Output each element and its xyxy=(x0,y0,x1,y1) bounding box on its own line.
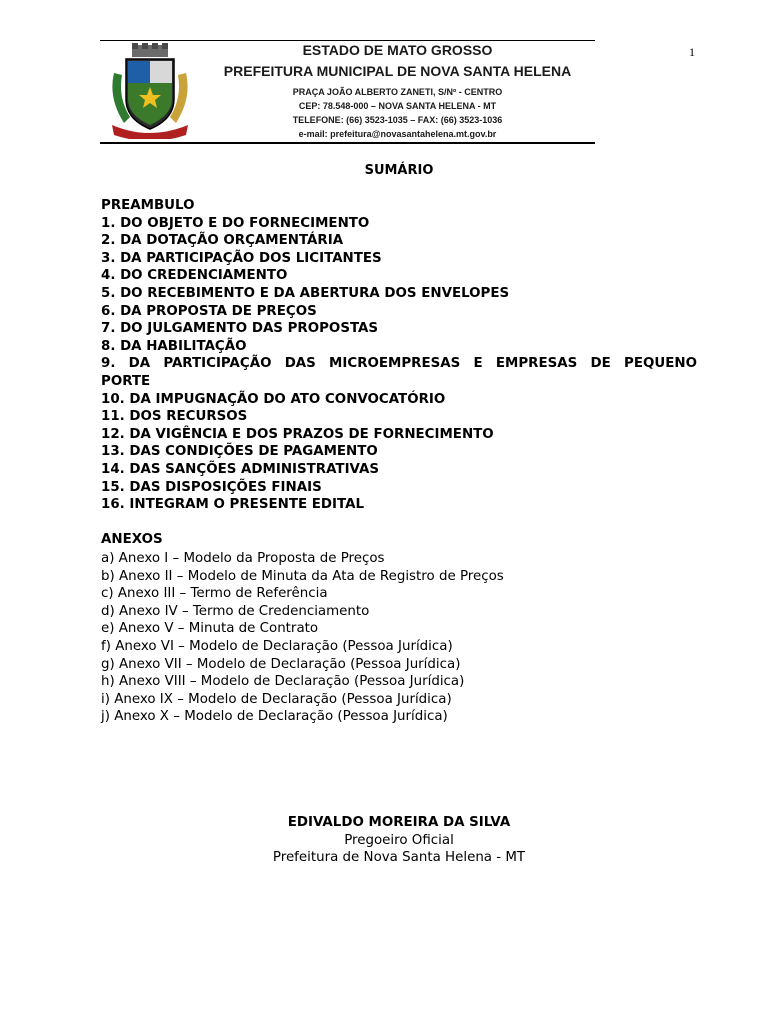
toc-item: 14. DAS SANÇÕES ADMINISTRATIVAS xyxy=(101,461,380,477)
annex-item: a) Anexo I – Modelo da Proposta de Preços xyxy=(101,551,385,566)
letterhead xyxy=(100,40,595,144)
toc-item: 4. DO CREDENCIAMENTO xyxy=(101,268,288,284)
toc-item: 12. DA VIGÊNCIA E DOS PRAZOS DE FORNECIMENTO xyxy=(101,426,494,442)
cep-line: CEP: 78.548-000 – NOVA SANTA HELENA - MT xyxy=(298,101,497,111)
toc-item: 16. INTEGRAM O PRESENTE EDITAL xyxy=(101,497,364,513)
annex-item: g) Anexo VII – Modelo de Declaração (Pessoa Jurídica) xyxy=(101,656,461,672)
toc-item: 6. DA PROPOSTA DE PREÇOS xyxy=(101,303,317,319)
annex-item: i) Anexo IX – Modelo de Declaração (Pessoa Jurídica) xyxy=(101,691,452,707)
toc-item: 3. DA PARTICIPAÇÃO DOS LICITANTES xyxy=(101,250,382,266)
toc-item: 9. DA PARTICIPAÇÃO DAS MICROEMPRESAS E EMPRESAS DE PEQUENO xyxy=(101,356,697,372)
annex-item: d) Anexo IV – Termo de Credenciamento xyxy=(101,603,370,619)
table-of-contents xyxy=(101,197,697,514)
signatory-org: Prefeitura de Nova Santa Helena - MT xyxy=(272,850,526,866)
annexes-list xyxy=(101,550,504,726)
annex-item: e) Anexo V – Minuta de Contrato xyxy=(101,621,319,637)
signatory-name: EDIVALDO MOREIRA DA SILVA xyxy=(287,815,511,830)
toc-item: 2. DA DOTAÇÃO ORÇAMENTÁRIA xyxy=(101,233,344,249)
address-line: PRAÇA JOÃO ALBERTO ZANETI, S/Nº - CENTRO xyxy=(292,87,503,97)
signatory-role: Pregoeiro Oficial xyxy=(344,832,454,848)
toc-item: 15. DAS DISPOSIÇÕES FINAIS xyxy=(101,479,322,495)
phone-line: TELEFONE: (66) 3523-1035 – FAX: (66) 3523-1036 xyxy=(292,115,503,125)
toc-item: PORTE xyxy=(101,373,151,389)
toc-item: 1. DO OBJETO E DO FORNECIMENTO xyxy=(101,215,370,231)
annex-item: h) Anexo VIII – Modelo de Declaração (Pessoa Jurídica) xyxy=(101,674,465,690)
toc-item: 10. DA IMPUGNAÇÃO DO ATO CONVOCATÓRIO xyxy=(101,391,446,407)
signature-block xyxy=(0,814,770,867)
toc-item: 5. DO RECEBIMENTO E DA ABERTURA DOS ENVELOPES xyxy=(101,285,510,301)
annex-item: j) Anexo X – Modelo de Declaração (Pessoa Jurídica) xyxy=(101,709,448,725)
annexes-title: ANEXOS xyxy=(101,532,163,547)
email-line: e-mail: prefeitura@novasantahelena.mt.gov.br xyxy=(298,129,497,139)
toc-item: 11. DOS RECURSOS xyxy=(101,409,248,425)
toc-item: PREAMBULO xyxy=(101,198,195,213)
annex-item: c) Anexo III – Termo de Referência xyxy=(101,586,328,602)
annex-item: f) Anexo VI – Modelo de Declaração (Pessoa Jurídica) xyxy=(101,638,453,654)
toc-item: 7. DO JULGAMENTO DAS PROPOSTAS xyxy=(101,321,379,337)
page-number: 1 xyxy=(689,45,695,59)
toc-item: 8. DA HABILITAÇÃO xyxy=(101,338,247,354)
municipal-crest-icon xyxy=(106,43,194,139)
letterhead-text xyxy=(200,41,595,141)
annex-item: b) Anexo II – Modelo de Minuta da Ata de Registro de Preços xyxy=(101,568,504,584)
prefecture-name: PREFEITURA MUNICIPAL DE NOVA SANTA HELENA xyxy=(223,63,572,79)
state-name: ESTADO DE MATO GROSSO xyxy=(302,42,493,58)
summary-title: SUMÁRIO xyxy=(364,163,434,178)
toc-item: 13. DAS CONDIÇÕES DE PAGAMENTO xyxy=(101,444,378,460)
